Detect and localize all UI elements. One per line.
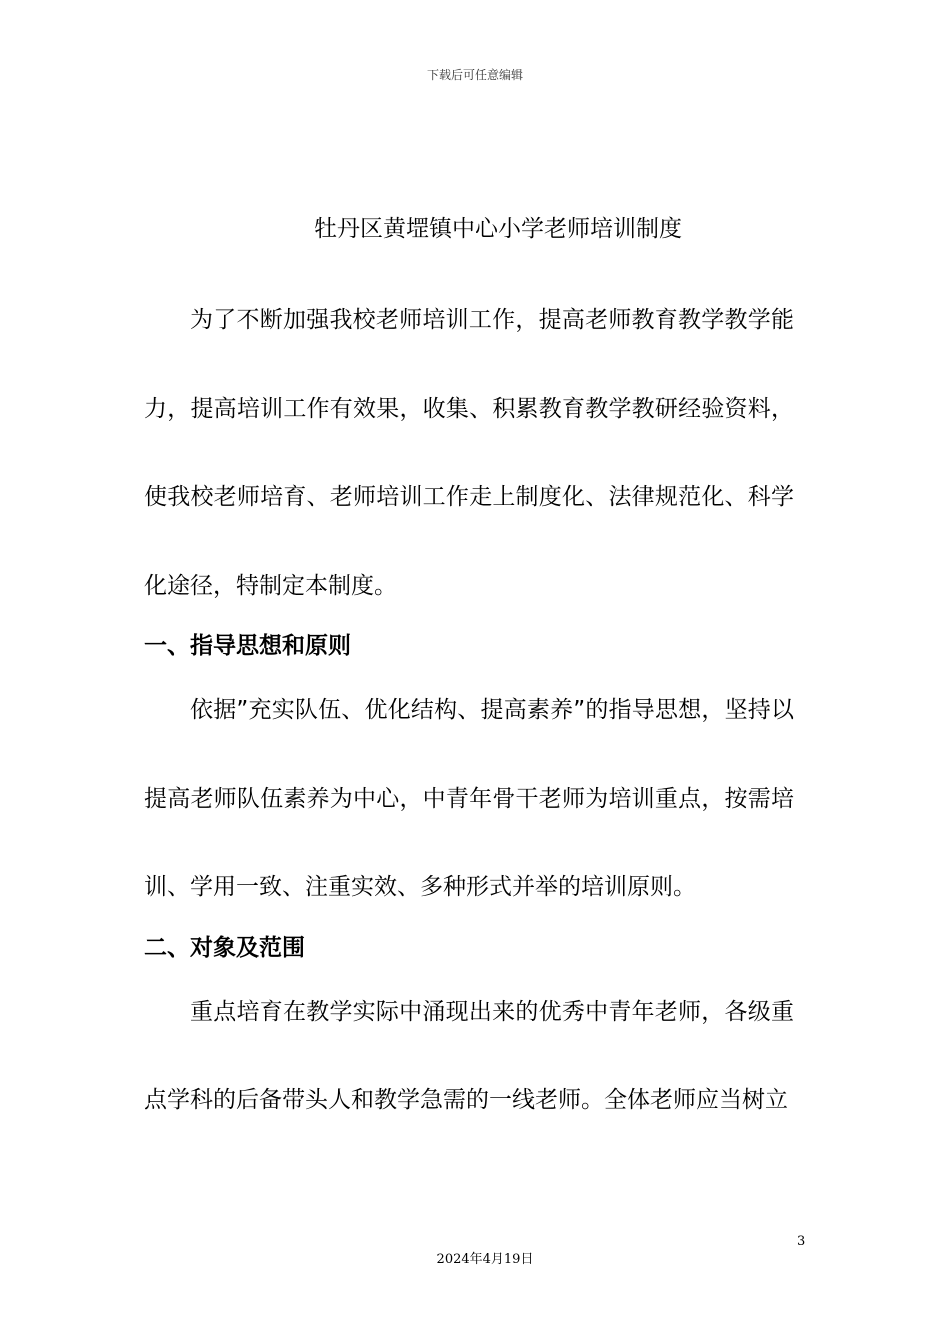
document-title: 牡丹区黄堽镇中心小学老师培训制度 xyxy=(314,216,682,242)
footer-date: 2024年4月19日 xyxy=(436,1252,534,1267)
page-number: 3 xyxy=(797,1234,806,1249)
section-paragraph: 重点培育在教学实际中涌现出来的优秀中青年老师，各级重点学科的后备带头人和教学急需的一线老师。全体老师应当树立 xyxy=(144,998,794,1113)
document-body xyxy=(144,276,794,1145)
header-note: 下载后可任意编辑 xyxy=(426,68,523,82)
section-heading: 一、指导思想和原则 xyxy=(144,633,351,659)
section-heading: 二、对象及范围 xyxy=(144,934,305,961)
intro-paragraph: 为了不断加强我校老师培训工作，提高老师教育教学教学能力，提高培训工作有效果，收集、积累教育教学教研经验资料，使我校老师培育、老师培训工作走上制度化、法律规范化、科学化途径，特制定本制度。 xyxy=(144,307,794,599)
section-paragraph: 依据”充实队伍、优化结构、提高素养”的指导思想，坚持以提高老师队伍素养为中心，中青年骨干老师为培训重点，按需培训、学用一致、注重实效、多种形式并举的培训原则。 xyxy=(144,697,794,900)
